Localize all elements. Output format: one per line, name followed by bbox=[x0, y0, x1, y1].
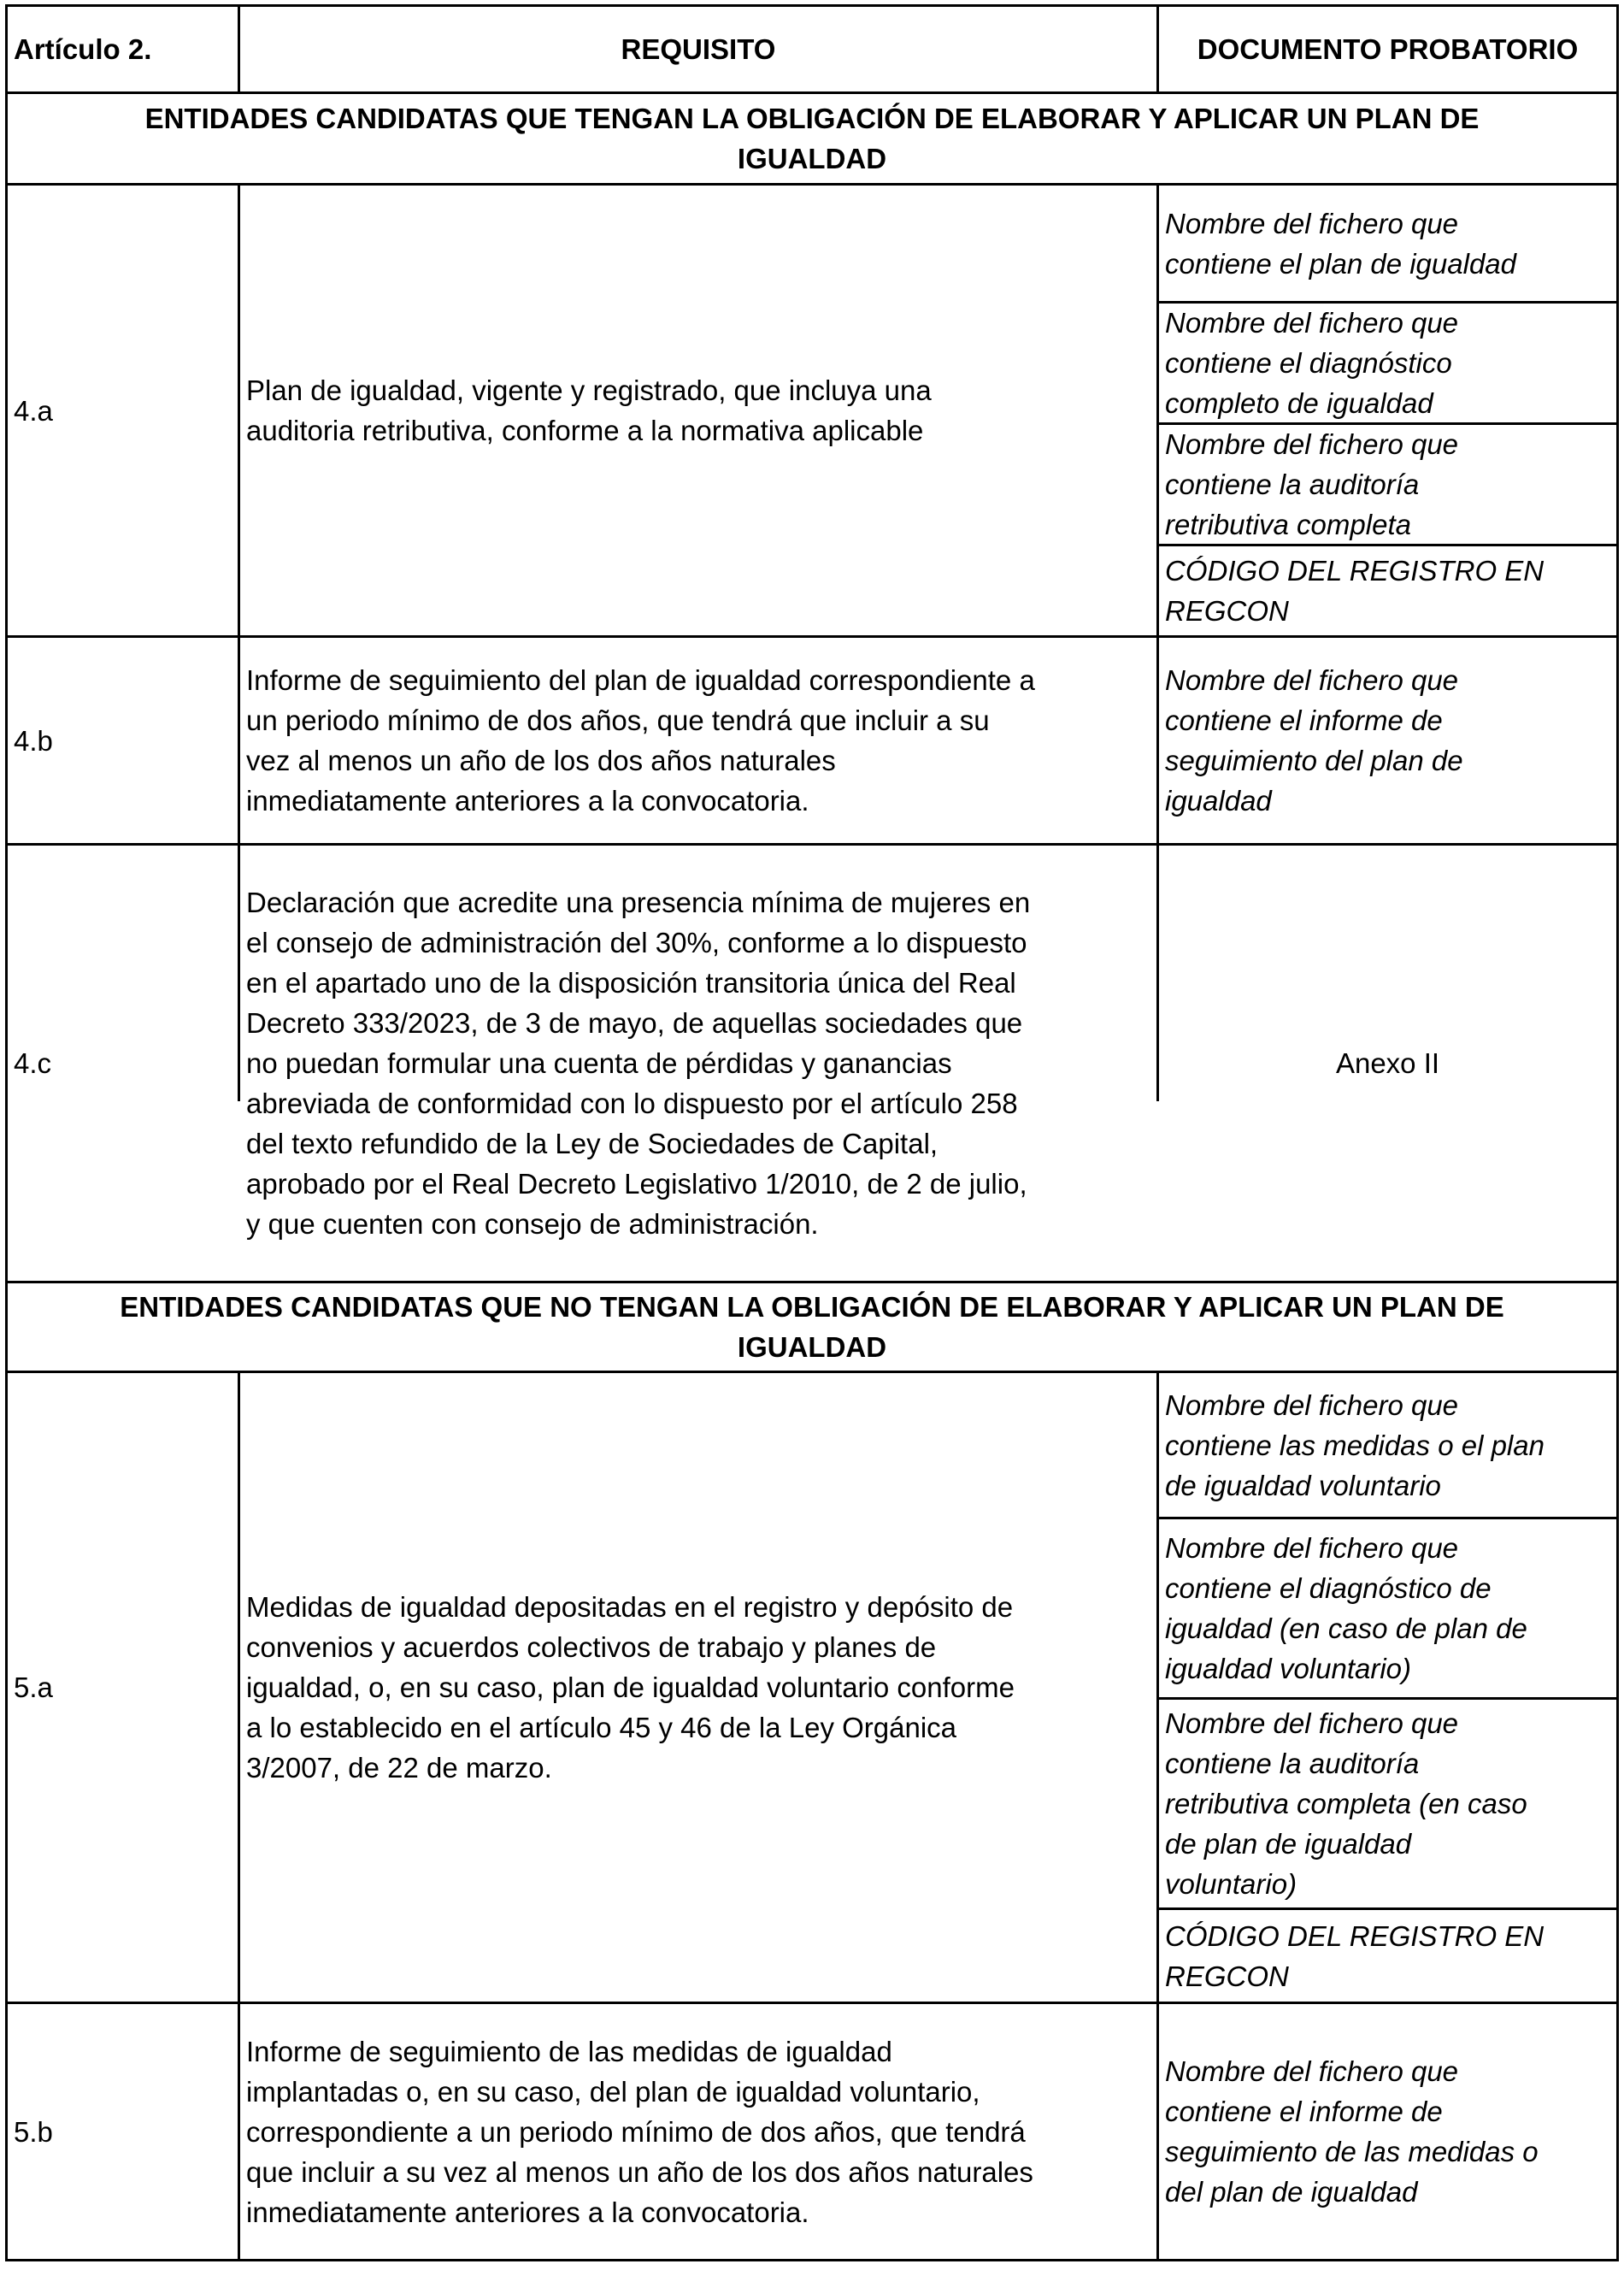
documento-line: contiene el diagnóstico de bbox=[1165, 1572, 1492, 1604]
requisito-line: y que cuenten con consejo de administración. bbox=[246, 1208, 819, 1240]
rule bbox=[238, 183, 240, 1101]
documento-line: contiene las medidas o el plan bbox=[1165, 1429, 1545, 1461]
documento-line: Nombre del fichero que bbox=[1165, 2055, 1459, 2087]
header-article bbox=[14, 7, 238, 91]
documento-line: CÓDIGO DEL REGISTRO EN bbox=[1165, 1919, 1545, 1952]
header-article-text: Artículo 2. bbox=[14, 33, 152, 65]
section-title-line: IGUALDAD bbox=[737, 1331, 887, 1363]
requisito-line: a lo establecido en el artículo 45 y 46 de la Ley Orgánica bbox=[246, 1712, 957, 1743]
documento-line: REGCON bbox=[1165, 1960, 1289, 1992]
row-code bbox=[14, 186, 238, 635]
rule bbox=[238, 1371, 240, 2260]
header-requisito-text: REQUISITO bbox=[621, 33, 776, 65]
documento-cell bbox=[1165, 1700, 1616, 1907]
documento-line: contiene la auditoría bbox=[1165, 469, 1420, 500]
documento-line: Nombre del fichero que bbox=[1165, 207, 1459, 239]
requisito-line: un periodo mínimo de dos años, que tendrá que incluir a su bbox=[246, 705, 990, 736]
row-code bbox=[14, 846, 238, 1281]
documento-line: completo de igualdad bbox=[1165, 387, 1433, 419]
documento-line: Nombre del fichero que bbox=[1165, 428, 1459, 460]
requisito-line: inmediatamente anteriores a la convocatoria. bbox=[246, 785, 809, 817]
requisito-line: Informe de seguimiento de las medidas de igualdad bbox=[246, 2035, 892, 2067]
requisito-cell bbox=[246, 638, 1154, 843]
requisito-cell bbox=[246, 846, 1154, 1281]
section-title bbox=[8, 1283, 1616, 1371]
requisito-line: aprobado por el Real Decreto Legislativo 1/2010, de 2 de julio, bbox=[246, 1168, 1027, 1200]
header-documento bbox=[1159, 7, 1616, 91]
requisito-line: auditoria retributiva, conforme a la normativa aplicable bbox=[246, 415, 924, 446]
documento-cell bbox=[1159, 846, 1616, 1281]
documento-line: seguimiento de las medidas o bbox=[1165, 2136, 1539, 2167]
documento-line: REGCON bbox=[1165, 595, 1289, 627]
header-documento-text: DOCUMENTO PROBATORIO bbox=[1197, 33, 1579, 65]
requisito-line: inmediatamente anteriores a la convocatoria. bbox=[246, 2196, 809, 2228]
documento-line: del plan de igualdad bbox=[1165, 2176, 1418, 2208]
requisito-line: igualdad, o, en su caso, plan de igualdad voluntario conforme bbox=[246, 1672, 1015, 1703]
documento-line: igualdad bbox=[1165, 785, 1272, 817]
documento-line: contiene el informe de bbox=[1165, 2096, 1443, 2127]
documento-line: igualdad voluntario) bbox=[1165, 1653, 1412, 1684]
documento-cell bbox=[1165, 1910, 1616, 2002]
section-title-line: IGUALDAD bbox=[737, 143, 887, 174]
requisito-line: correspondiente a un periodo mínimo de dos años, que tendrá bbox=[246, 2115, 1026, 2148]
documento-line: CÓDIGO DEL REGISTRO EN bbox=[1165, 555, 1545, 587]
requisito-line: implantadas o, en su caso, del plan de igualdad voluntario, bbox=[246, 2075, 980, 2108]
row-code bbox=[14, 1373, 238, 2002]
documento-line: de plan de igualdad bbox=[1165, 1828, 1412, 1860]
requisito-line: Decreto 333/2023, de 3 de mayo, de aquellas sociedades que bbox=[246, 1007, 1023, 1039]
requisito-line: Medidas de igualdad depositadas en el registro y depósito de bbox=[246, 1591, 1014, 1623]
requisito-line: abreviada de conformidad con lo dispuesto por el artículo 258 bbox=[246, 1088, 1018, 1119]
row-code-text: 4.a bbox=[14, 394, 53, 427]
requisito-line: el consejo de administración del 30%, conforme a lo dispuesto bbox=[246, 927, 1027, 958]
rule bbox=[1156, 1371, 1159, 2260]
documento-line: retributiva completa (en caso bbox=[1165, 1788, 1527, 1819]
requisito-line: que incluir a su vez al menos un año de los dos años naturales bbox=[246, 2155, 1033, 2188]
documento-cell bbox=[1165, 1373, 1616, 1517]
documento-line: Nombre del fichero que bbox=[1165, 1707, 1459, 1739]
row-code bbox=[14, 2004, 238, 2259]
requisito-line: Declaración que acredite una presencia mínima de mujeres en bbox=[246, 887, 1031, 918]
row-code-text: 4.c bbox=[14, 1047, 52, 1079]
requisito-line: no puedan formular una cuenta de pérdidas y ganancias bbox=[246, 1047, 952, 1079]
documento-line: contiene la auditoría bbox=[1165, 1748, 1420, 1779]
documento-line: retributiva completa bbox=[1165, 509, 1411, 540]
documento-line: Nombre del fichero que bbox=[1165, 1532, 1459, 1564]
documento-line: de igualdad voluntario bbox=[1165, 1469, 1441, 1501]
requisito-line: convenios y acuerdos colectivos de trabajo y planes de bbox=[246, 1631, 937, 1663]
documento-cell bbox=[1165, 425, 1616, 544]
header-requisito bbox=[240, 7, 1156, 91]
requisito-line: Plan de igualdad, vigente y registrado, que incluya una bbox=[246, 374, 932, 406]
rule bbox=[5, 2259, 1619, 2261]
documento-line: Anexo II bbox=[1335, 1047, 1440, 1079]
requisito-cell bbox=[246, 1373, 1154, 2002]
documento-cell bbox=[1165, 638, 1616, 843]
documento-line: Nombre del fichero que bbox=[1165, 1389, 1459, 1421]
row-code bbox=[14, 638, 238, 843]
documento-cell bbox=[1165, 304, 1616, 422]
documento-line: Nombre del fichero que bbox=[1165, 307, 1459, 339]
documento-cell bbox=[1165, 2004, 1616, 2259]
requisito-line: del texto refundido de la Ley de Sociedades de Capital, bbox=[246, 1128, 939, 1159]
section-title-line: ENTIDADES CANDIDATAS QUE TENGAN LA OBLIGACIÓN DE ELABORAR Y APLICAR UN PLAN DE bbox=[144, 103, 1480, 134]
row-code-text: 5.b bbox=[14, 2115, 53, 2148]
requisito-line: en el apartado uno de la disposición transitoria única del Real bbox=[246, 967, 1016, 999]
rule bbox=[5, 4, 8, 2261]
documento-line: contiene el plan de igualdad bbox=[1165, 247, 1517, 280]
documento-line: contiene el diagnóstico bbox=[1165, 347, 1452, 379]
documento-cell bbox=[1165, 186, 1616, 301]
row-code-text: 5.a bbox=[14, 1672, 53, 1703]
documento-line: igualdad (en caso de plan de bbox=[1165, 1613, 1527, 1644]
documento-cell bbox=[1165, 1519, 1616, 1697]
section-title bbox=[8, 94, 1616, 183]
documento-cell bbox=[1165, 546, 1616, 635]
rule bbox=[1616, 4, 1619, 2261]
requisito-line: 3/2007, de 22 de marzo. bbox=[246, 1752, 552, 1784]
requisito-cell bbox=[246, 2004, 1154, 2259]
requisito-line: Informe de seguimiento del plan de igualdad correspondiente a bbox=[246, 664, 1035, 696]
requirements-table bbox=[5, 4, 1619, 2261]
documento-line: voluntario) bbox=[1165, 1868, 1297, 1900]
row-code-text: 4.b bbox=[14, 724, 53, 757]
documento-line: Nombre del fichero que bbox=[1165, 664, 1459, 696]
documento-line: seguimiento del plan de bbox=[1165, 745, 1463, 776]
documento-line: contiene el informe de bbox=[1165, 705, 1443, 736]
section-title-line: ENTIDADES CANDIDATAS QUE NO TENGAN LA OBLIGACIÓN DE ELABORAR Y APLICAR UN PLAN DE bbox=[120, 1291, 1504, 1323]
requisito-cell bbox=[246, 186, 1154, 635]
requisito-line: vez al menos un año de los dos años naturales bbox=[246, 745, 836, 776]
